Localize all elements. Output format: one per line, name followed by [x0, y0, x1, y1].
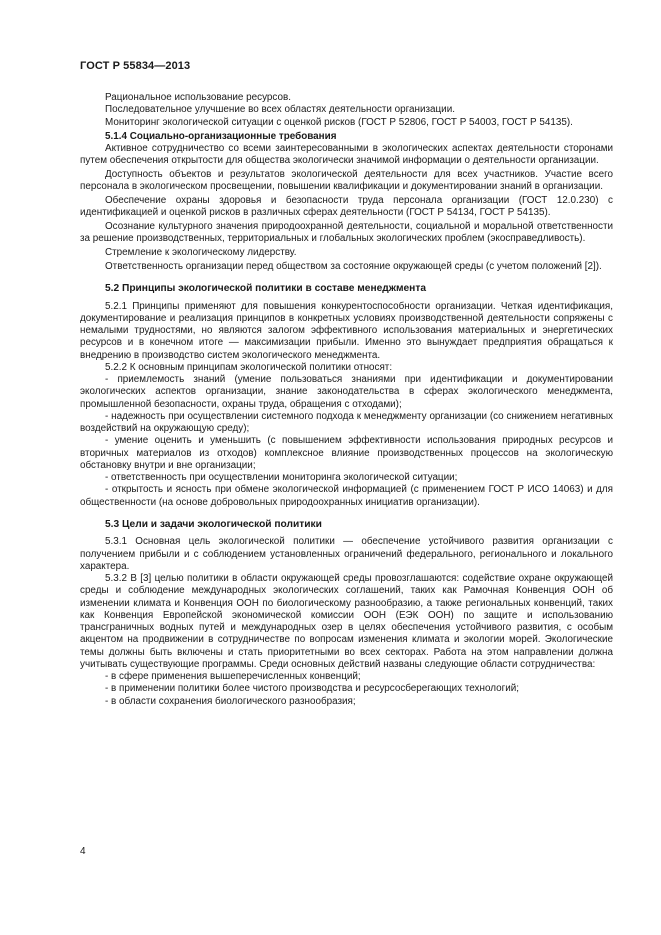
document-body [80, 92, 613, 708]
paragraph: Обеспечение охраны здоровья и безопасности труда персонала организации (ГОСТ 12.0.230) с идентификацией и оценкой рисков в различных сферах деятельности (ГОСТ Р 54134, ГОСТ Р 54135). [80, 195, 613, 219]
list-item: - приемлемость знаний (умение пользоваться знаниями при идентификации и документировании экологических аспектов организации, знание законодательства в сферах экологического менеджмента, промышленной безопасности, охраны труда, обращения с отходами); [80, 374, 613, 410]
paragraph-5-3-2: 5.3.2 В [3] целью политики в области окружающей среды провозглашаются: содействие охране окружающей среды и соблюдение международных экологических соглашений, таких как Рамочная Конвенция ООН об изменении климата и Конвенция ООН по биологическому разнообразию, а также региональных конвенций, таких как Конвенция Европейской экономической комиссии ООН (ЕЭК ООН) по защите и использованию трансграничных водных путей и международных озер в целях обеспечения устойчивого развития, с особым акцентом на продвижении в сотрудничестве по вопросам изменения климата и экологии морей. Экологические темы должны быть включены и стать приоритетными во всех секторах. Работа на этом направлении должна учитывать существующие программы. Среди основных действий названы следующие области сотрудничества: [80, 573, 613, 670]
paragraph: Рациональное использование ресурсов. [105, 92, 291, 103]
paragraph: Стремление к экологическому лидерству. [105, 247, 297, 258]
list-item: - надежность при осуществлении системного подхода к менеджменту организации (со снижением негативных воздействий на окружающую среду); [80, 410, 613, 434]
paragraph: Активное сотрудничество со всеми заинтересованными в экологических аспектах деятельности сторонами путем обеспечения открытости для общества экологически значимой информации о деятельности организации. [80, 143, 613, 167]
list-item: - открытость и ясность при обмене экологической информацией (с применением ГОСТ Р ИСО 14063) и для общественности (на основе добровольных природоохранных инициатив организации). [80, 484, 613, 508]
paragraph: Мониторинг экологической ситуации с оценкой рисков (ГОСТ Р 52806, ГОСТ Р 54003, ГОСТ Р 54135). [105, 116, 573, 128]
list-item: - в области сохранения биологического разнообразия; [105, 695, 356, 707]
paragraph-5-2-1: 5.2.1 Принципы применяют для повышения конкурентоспособности организации. Четкая идентификация, документирование и реализация принципов в конкретных условиях производственной деятельности сопряжены с немалыми трудностями, но являются залогом эффективного использования материальных и энергетических ресурсов и в конечном итоге — максимизации прибыли. Именно это вынуждает предприятия обращаться к внедрению в производство систем экологического менеджмента. [80, 300, 613, 361]
list-item: - в применении политики более чистого производства и ресурсосберегающих технологий; [105, 683, 519, 695]
paragraph-5-2-2: 5.2.2 К основным принципам экологической политики относят: [105, 361, 393, 373]
paragraph-5-3-1: 5.3.1 Основная цель экологической политики — обеспечение устойчивого развития организации с получением прибыли и с соблюдением установленных ограничений федерального, регионального и локального характера. [80, 536, 613, 572]
page-number: 4 [80, 846, 86, 857]
list-item: - ответственность при осуществлении мониторинга экологической ситуации; [105, 472, 458, 483]
paragraph: Последовательное улучшение во всех областях деятельности организации. [105, 104, 455, 116]
section-heading-5-2: 5.2 Принципы экологической политики в составе менеджмента [105, 283, 426, 294]
list-item: - умение оценить и уменьшить (с повышением эффективности использования природных ресурсов и вторичных материалов из отходов) комплексное влияние производственных процессов на экологическую обстановку внутри и вне организации; [80, 435, 613, 471]
list-item: - в сфере применения вышеперечисленных конвенций; [105, 671, 361, 682]
paragraph: Ответственность организации перед обществом за состояние окружающей среды (с учетом положений [2]). [105, 260, 602, 272]
section-heading-5-1-4: 5.1.4 Социально-организационные требования [105, 130, 337, 142]
section-heading-5-3: 5.3 Цели и задачи экологической политики [105, 518, 322, 530]
paragraph: Доступность объектов и результатов экологической деятельности для всех участников. Участие всего персонала в экологическом просвещении, повышении квалификации и документировании знаний в организации. [80, 169, 613, 193]
document-header: ГОСТ Р 55834—2013 [80, 60, 191, 72]
paragraph: Осознание культурного значения природоохранной деятельности, социальной и моральной ответственности за решение производственных, территориальных и глобальных экологических проблем (экосправедливость). [80, 221, 613, 245]
